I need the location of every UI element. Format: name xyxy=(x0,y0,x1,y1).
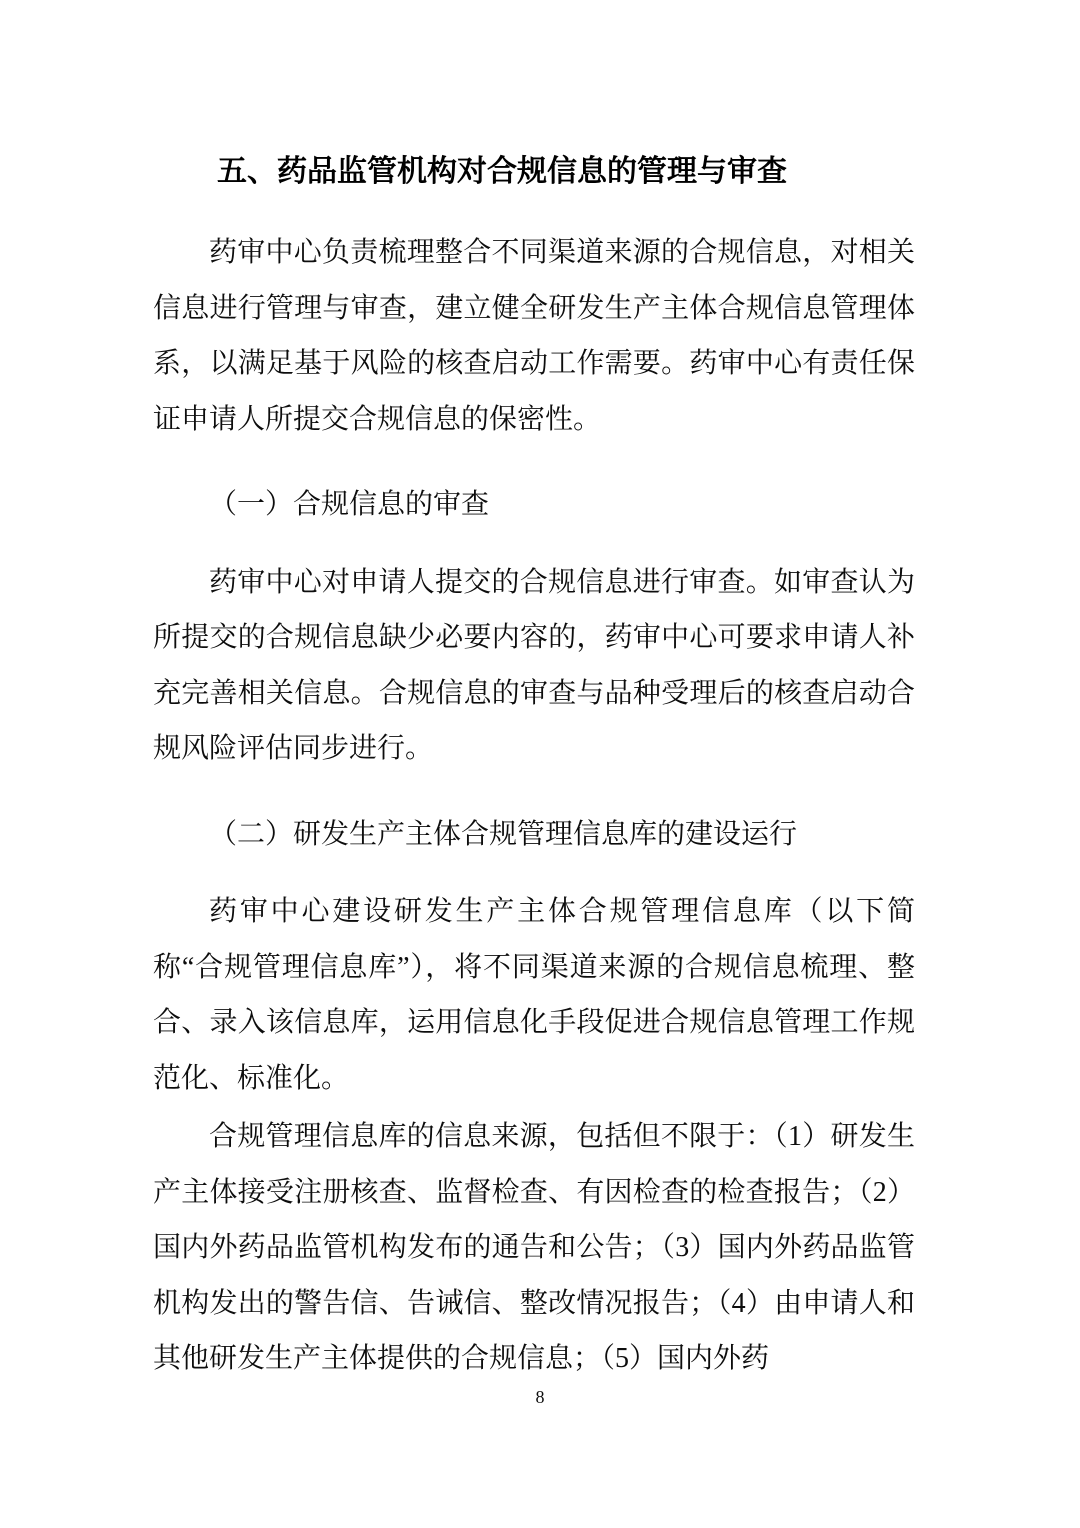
subsection-2-heading: （二）研发生产主体合规管理信息库的建设运行 xyxy=(209,818,798,850)
section-title: 五、药品监管机构对合规信息的管理与审查 xyxy=(217,155,787,188)
subsection-1-paragraph: 药审中心对申请人提交的合规信息进行审查。如审查认为所提交的合规信息缺少必要内容的，药审中心可要求申请人补充完善相关信息。合规信息的审查与品种受理后的核查启动合规风险评估同步进行。 xyxy=(153,566,915,764)
intro-paragraph: 药审中心负责梳理整合不同渠道来源的合规信息，对相关信息进行管理与审查，建立健全研发生产主体合规信息管理体系，以满足基于风险的核查启动工作需要。药审中心有责任保证申请人所提交合规信息的保密性。 xyxy=(153,237,915,435)
subsection-2-paragraph-1: 药审中心建设研发生产主体合规管理信息库（以下简称“合规管理信息库”），将不同渠道来源的合规信息梳理、整合、录入该信息库，运用信息化手段促进合规信息管理工作规范化、标准化。 xyxy=(153,896,915,1094)
page-number: 8 xyxy=(535,1387,545,1407)
document-content xyxy=(153,0,915,1387)
subsection-1-heading: （一）合规信息的审查 xyxy=(209,489,490,520)
subsection-2-paragraph-2: 合规管理信息库的信息来源，包括但不限于：（1）研发生产主体接受注册核查、监督检查、有因检查的检查报告；（2）国内外药品监管机构发布的通告和公告；（3）国内外药品监管机构发出的警告信、告诫信、整改情况报告；（4）由申请人和其他研发生产主体提供的合规信息；（5）国内外药 xyxy=(153,1121,915,1374)
